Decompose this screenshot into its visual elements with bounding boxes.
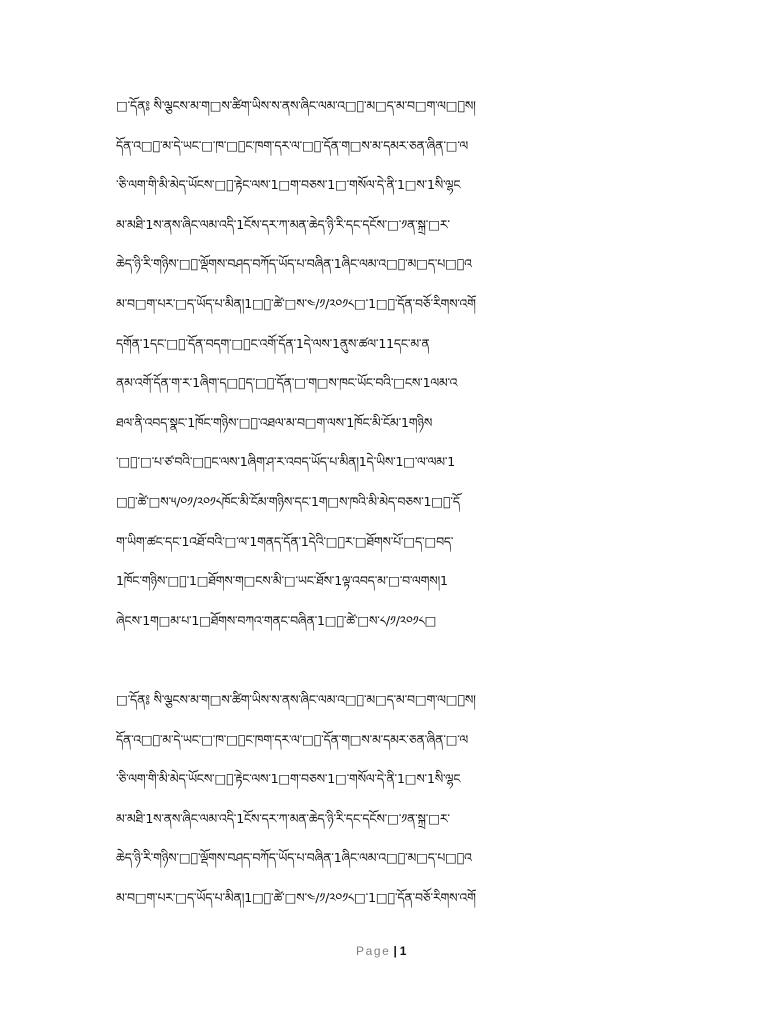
text-line: དགོན་1དང་□ེ་དོན་བདག་□ོང་འགོ་དོན་1དེ་ལས་1ནུས་ཚལ་11དང་མ་ན <box>116 335 430 351</box>
text-line: དོན་འ□ེ་མ་དེ་ཡང་□་ཁ་□ོང་ཁག་དར་ལ་□ེ་དོན་ག□ས་མ་དམར་ཅན་ཞིན་□་ལ <box>116 731 469 747</box>
text-line: □ི་ཚེ་□ས་༥/༠༡/༢༠༡༨ཁོང་མི་ངོམ་གཉིས་དང་1ག□ས་ཁའི་མི་མེད་བཅས་1□ེ་དོ <box>116 493 460 509</box>
page-number: 1 <box>399 944 407 958</box>
text-line: མ་བ□ག་པར་□ད་ཡོད་པ་མིན།1□ི་ཚེ་□ས་༤/༡/༢༠༡༨□་1□ེ་དོན་བཅོ་རིགས་འགོ <box>116 295 476 311</box>
text-line: ཆེད་ཉི་རི་གཉིས་□ི་ལྡོགས་བཤད་བཀོད་ཡོད་པ་བཞིན་1ཞིང་ལམ་འ□ོ་མ□ད་པ□ིའ <box>116 850 472 866</box>
text-line: མ་མཐི་1ས་ནས་ཞིང་ལམ་འདི་1ངོས་དར་ཀ་མན་ཆེད་ཉི་རི་དང་དངོས་□་༡ན་སྐྲ་□ར་ <box>116 810 450 826</box>
text-line: མ་མཐི་1ས་ནས་ཞིང་ལམ་འདི་1ངོས་དར་ཀ་མན་ཆེད་ཉི་རི་དང་དངོས་□་༡ན་སྐྲ་□ར་ <box>116 216 450 232</box>
page-word: Page <box>356 944 391 958</box>
text-block-1 <box>116 86 476 640</box>
text-line: ཐལ་ནི་འབད་སྣང་1ཁོང་གཉིས་□ེ་འཐལ་མ་བ□ག་ལས་1ཁོང་མི་ངོམ་1གཉིས <box>116 414 433 430</box>
text-line: ཞེངས་1ག□མ་པ་1□ཐོགས་བཀའ་གནང་བཞིན་1□ི་ཚེ་□ས་༨/༡/༢༠༡༨□ <box>116 612 437 628</box>
text-line: ག་ཡིག་ཚང་དང་1འཐོ་བའི་□་ལ་1གནད་དོན་1དེའི་□ོར་□ཐོགས་པོ་□ད་□བད་ <box>116 533 454 549</box>
text-line: ་ཅི་ལག་གི་མི་མེད་ཡོངས་□ི་རྟེང་ལས་1□ག་བཅས་1□་གསོལ་དེ་ནི་1□ས་1སི་ལྷང <box>116 771 461 787</box>
text-line: □་དོན༔ སི་ལྕངས་མ་ག□ས་ཚིག་ཡིས་ས་ནས་ཞིང་ལམ་འ□ོ་མ□ད་མ་བ□ག་ལ□ོས། <box>116 98 476 113</box>
text-line: དོན་འ□ེ་མ་དེ་ཡང་□་ཁ་□ོང་ཁག་དར་ལ་□ེ་དོན་ག□ས་མ་དམར་ཅན་ཞིན་□་ལ <box>116 137 469 153</box>
text-line: ་□ི་□་པ་ཙ་བའི་□ོང་ལས་1ཞིག་ཤ་ར་འབད་ཡོད་པ་མིན།1དེ་ཡིས་1□་ལ་ལམ་1 <box>116 454 456 470</box>
text-line: ཆེད་ཉི་རི་གཉིས་□ི་ལྡོགས་བཤད་བཀོད་ཡོད་པ་བཞིན་1ཞིང་ལམ་འ□ོ་མ□ད་པ□ིའ <box>116 256 472 272</box>
page-footer <box>356 944 406 958</box>
text-line: □་དོན༔ སི་ལྕངས་མ་ག□ས་ཚིག་ཡིས་ས་ནས་ཞིང་ལམ་འ□ོ་མ□ད་མ་བ□ག་ལ□ོས། <box>116 692 476 707</box>
footer-separator: | <box>393 944 397 958</box>
text-block-2 <box>116 680 476 918</box>
text-line: 1ཁོང་གཉིས་□ི་1□ཐོགས་ག□ངས་མི་□་ཡང་ཐོས་1ལྟ་འབད་མ་□་བ་ལགས།1 <box>116 573 448 589</box>
text-line: མ་བ□ག་པར་□ད་ཡོད་པ་མིན།1□ི་ཚེ་□ས་༤/༡/༢༠༡༨□་1□ེ་དོན་བཅོ་རིགས་འགོ <box>116 889 476 905</box>
text-line: ་ཅི་ལག་གི་མི་མེད་ཡོངས་□ི་རྟེང་ལས་1□ག་བཅས་1□་གསོལ་དེ་ནི་1□ས་1སི་ལྷང <box>116 177 461 193</box>
text-line: ནམ་འགོ་དོན་ག་ར་1ཞིག་ད□ོད་□ི་དོན་□་ག□ས་ཁང་ཡོང་བའི་□ངས་1ལམ་འ <box>116 375 458 391</box>
